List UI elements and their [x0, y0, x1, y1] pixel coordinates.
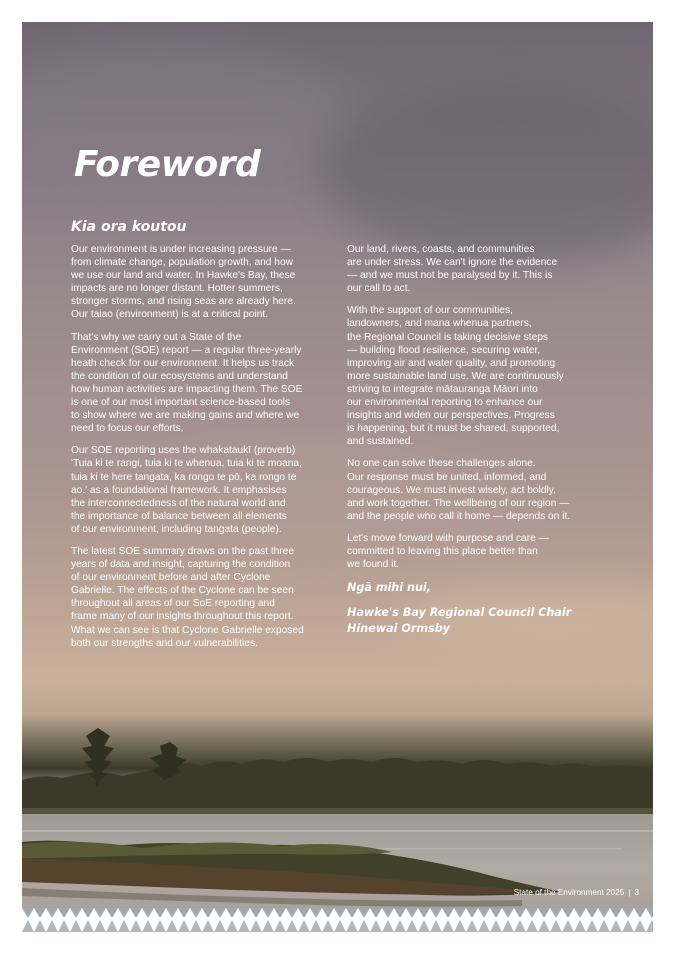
body-paragraph: With the support of our communities, landowners, and mana whenua partners, the Regional Council is taking decisive steps — building flood resilience, securing water, improving air and water quality, and promoting more sustainable land use. We are continuously striving to integrate mātauranga Māori into our environmental reporting to enhance our insights and widen our perspectives. Progress is happening, but it must be shared, supported, and sustained.	[347, 305, 564, 448]
report-page	[22, 22, 653, 932]
page-footer	[514, 888, 639, 897]
body-paragraph: Our environment is under increasing pressure — from climate change, population growth, and how we use our land and water. In Hawke's Bay, these impacts are no longer distant. Hotter summers, stronger storms, and rising seas are already here. Our taiao (environment) is at a critical point.	[71, 244, 296, 321]
sky-cloud	[322, 82, 653, 262]
body-paragraph: No one can solve these challenges alone. Our response must be united, informed, and courageous. We must invest wisely, act boldly, and work together. The wellbeing of our region — and the people who call it home — depends on it.	[347, 458, 571, 522]
body-paragraph: Our land, rivers, coasts, and communities are under stress. We can't ignore the evidence — and we must not be paralysed by it. This is our call to act.	[347, 244, 558, 295]
footer-separator: |	[628, 888, 631, 897]
body-paragraph: The latest SOE summary draws on the past three years of data and insight, capturing the condition of our environment before and after Cyclone Gabrielle. The effects of the Cyclone can be seen throughout all areas of our SoE reporting and frame many of our insights throughout this report. What we can see is that Cyclone Gabrielle exposed both our strengths and our vulnerabilities.	[71, 545, 304, 649]
greeting-heading: Kia ora koutou	[71, 219, 187, 235]
triangle-border-pattern	[22, 908, 653, 932]
left-text-column	[71, 243, 339, 659]
body-paragraph: Our SOE reporting uses the whakataukī (proverb) 'Tuia ki te rangi, tuia ki te whenua, tuia ki te moana, tuia ki te here tangata, ka rongo te pō, ka rongo te ao.' as a foundational framework. It emphasises the interconnectedness of the natural world and the importance of balance between all elements of our environment, including tangata (people).	[71, 445, 302, 535]
body-paragraph: That's why we carry out a State of the Environment (SOE) report — a regular three-yearly heath check for our environment. It helps us track the condition of our ecosystems and understand how human activities are impacting them. The SOE is one of our most important science-based tools to show where we are making gains and where we need to focus our efforts.	[71, 331, 303, 435]
page-title: Foreword	[74, 144, 261, 185]
signature-block: Hawke's Bay Regional Council Chair Hinewai Ormsby	[347, 606, 572, 636]
page-number: 3	[634, 888, 639, 897]
body-paragraph: Let's move forward with purpose and care — committed to leaving this place better than we found it.	[347, 532, 549, 571]
closing-salutation: Ngā mihi nui,	[347, 581, 432, 595]
publication-title: State of the Environment 2025	[513, 888, 625, 897]
right-text-column	[347, 243, 611, 646]
